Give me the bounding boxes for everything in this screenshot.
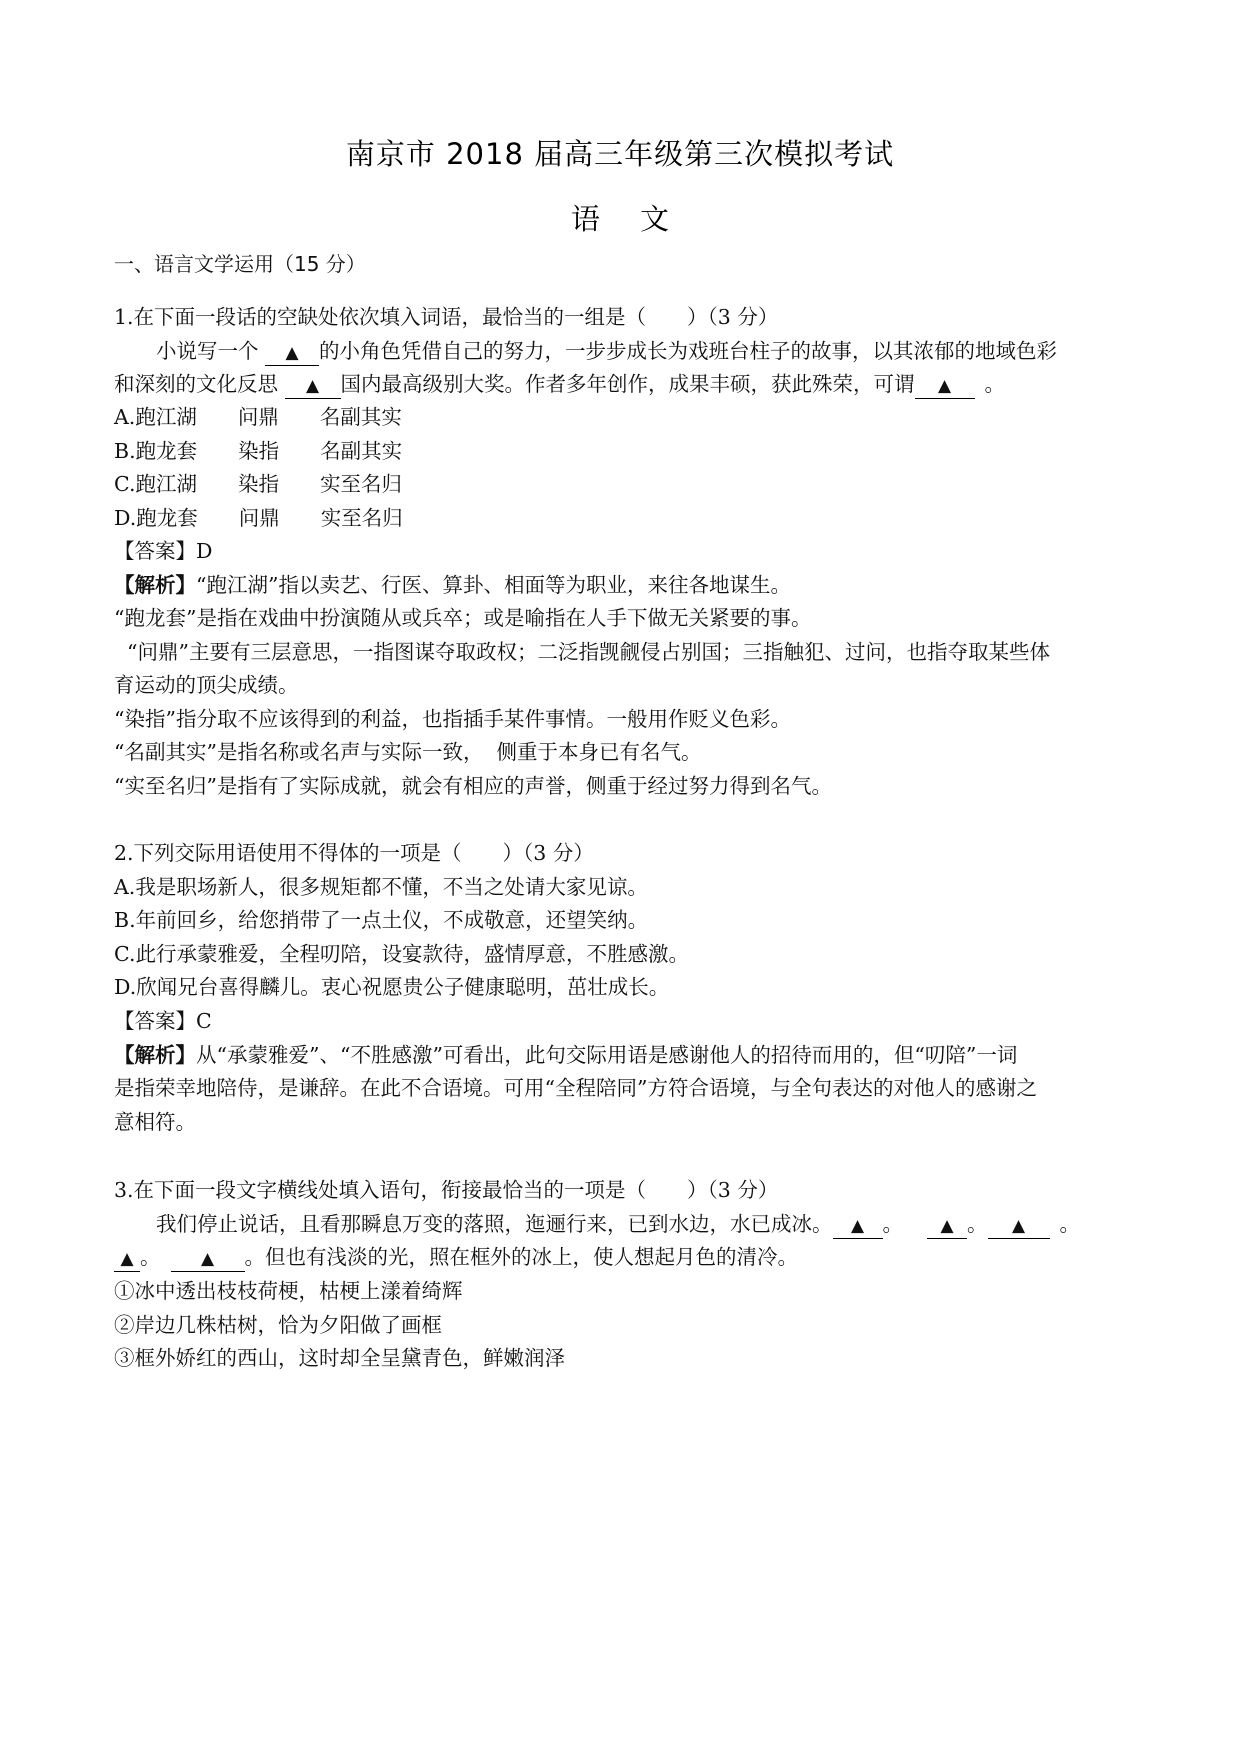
q1-analysis-line: “实至名归”是指有了实际成就，就会有相应的声誉，侧重于经过努力得到名气。 xyxy=(114,774,832,798)
q1-option-c: C.跑江湖 染指 实至名归 xyxy=(114,472,402,496)
q2-option-c: C.此行承蒙雅爱，全程叨陪，设宴款待，盛情厚意，不胜感激。 xyxy=(114,942,689,966)
q3-item-3: ③框外娇红的西山，这时却全呈黛青色，鲜嫩润泽 xyxy=(114,1346,565,1370)
q3-item-2: ②岸边几株枯树，恰为夕阳做了画框 xyxy=(114,1313,442,1337)
q1-analysis-line: “跑龙套”是指在戏曲中扮演随从或兵卒；或是喻指在人手下做无关紧要的事。 xyxy=(114,606,812,630)
triangle-icon: ▲ xyxy=(200,1249,215,1269)
answer-label: 【答案】 xyxy=(114,1009,196,1033)
q2-option-b: B.年前回乡，给您捎带了一点土仪，不成敬意，还望笑纳。 xyxy=(114,908,649,932)
q1-option-a: A.跑江湖 问鼎 名副其实 xyxy=(114,405,402,429)
answer-value: D xyxy=(196,539,213,563)
q2-option-a: A.我是职场新人，很多规矩都不懂，不当之处请大家见谅。 xyxy=(114,875,648,899)
q1-passage-text: 。 xyxy=(984,372,1006,396)
q1-passage-line-1 xyxy=(114,336,1176,366)
answer-value: C xyxy=(196,1009,212,1033)
subject-title: 语文 xyxy=(570,202,709,236)
q3-blank-3 xyxy=(988,1214,1050,1239)
q3-blank-2 xyxy=(927,1214,967,1239)
triangle-icon: ▲ xyxy=(937,376,952,396)
triangle-icon: ▲ xyxy=(305,376,320,396)
q2-analysis-line: 是指荣幸地陪侍，是谦辞。在此不合语境。可用“全程陪同”方符合语境，与全句表达的对他人的感谢之 xyxy=(114,1076,1037,1100)
triangle-icon: ▲ xyxy=(940,1216,954,1236)
q1-passage-text: 和深刻的文化反思 xyxy=(114,372,278,396)
q2-analysis-line xyxy=(114,1040,1134,1070)
q1-analysis-line: “名副其实”是指名称或名声与实际一致， 侧重于本身已有名气。 xyxy=(114,740,702,764)
q1-blank-2 xyxy=(285,374,341,399)
q1-blank-1 xyxy=(265,341,319,366)
q3-passage-line-2 xyxy=(114,1242,1134,1272)
triangle-icon: ▲ xyxy=(850,1216,865,1236)
q1-passage-text: 国内最高级别大奖。作者多年创作，成果丰硕，获此殊荣，可谓 xyxy=(340,372,915,396)
q1-analysis-line: 育运动的顶尖成绩。 xyxy=(114,673,299,697)
q1-stem: 1.在下面一段话的空缺处依次填入词语，最恰当的一组是（ ）（3 分） xyxy=(114,305,779,329)
q3-period: 。 xyxy=(882,1212,903,1236)
q3-blank-5 xyxy=(171,1247,245,1272)
q3-blank-4 xyxy=(114,1247,140,1272)
triangle-icon: ▲ xyxy=(285,343,299,363)
analysis-label: 【解析】 xyxy=(114,1043,196,1067)
q3-passage-text: 我们停止说话，且看那瞬息万变的落照，迤逦行来，已到水边，水已成冰。 xyxy=(156,1212,833,1236)
q3-passage-line-1 xyxy=(114,1209,1176,1239)
q2-option-d: D.欣闻兄台喜得麟儿。衷心祝愿贵公子健康聪明，茁壮成长。 xyxy=(114,975,670,999)
section-heading: 一、语言文学运用（15 分） xyxy=(114,252,366,276)
q3-period: 。 xyxy=(967,1212,988,1236)
q1-blank-3 xyxy=(915,374,975,399)
q3-period: 。 xyxy=(140,1245,161,1269)
q2-analysis-line: 意相符。 xyxy=(114,1110,196,1134)
analysis-text: 从“承蒙雅爱”、“不胜感激”可看出，此句交际用语是感谢他人的招待而用的，但“叨陪”一词 xyxy=(196,1043,1018,1067)
q1-analysis-line: “染指”指分取不应该得到的利益，也指插手某件事情。一般用作贬义色彩。 xyxy=(114,707,791,731)
q1-analysis-line: “问鼎”主要有三层意思，一指图谋夺取政权；二泛指觊觎侵占别国；三指触犯、过问，也指夺取某些体 xyxy=(114,640,1050,664)
triangle-icon: ▲ xyxy=(120,1249,134,1269)
q1-passage-text: 的小角色凭借自己的努力，一步步成长为戏班台柱子的故事，以其浓郁的地域色彩 xyxy=(319,339,1058,363)
q3-period: 。 xyxy=(1059,1212,1080,1236)
analysis-text: “跑江湖”指以卖艺、行医、算卦、相面等为职业，来往各地谋生。 xyxy=(196,573,791,597)
q1-option-b: B.跑龙套 染指 名副其实 xyxy=(114,439,403,463)
q3-blank-1 xyxy=(833,1214,883,1239)
q1-passage-line-2 xyxy=(114,369,1134,399)
answer-label: 【答案】 xyxy=(114,539,196,563)
q3-passage-text: 。但也有浅淡的光，照在框外的冰上，使人想起月色的清冷。 xyxy=(244,1245,798,1269)
q1-answer xyxy=(114,536,1134,566)
q3-item-1: ①冰中透出枝枝荷梗，枯梗上漾着绮辉 xyxy=(114,1279,463,1303)
q2-stem: 2.下列交际用语使用不得体的一项是（ ）（3 分） xyxy=(114,841,594,865)
q2-answer xyxy=(114,1006,1134,1036)
q3-stem: 3.在下面一段文字横线处填入语句，衔接最恰当的一项是（ ）（3 分） xyxy=(114,1178,779,1202)
q1-analysis-line xyxy=(114,570,1134,600)
q1-passage-text: 小说写一个 xyxy=(156,339,259,363)
exam-title: 南京市 2018 届高三年级第三次模拟考试 xyxy=(345,137,895,171)
triangle-icon: ▲ xyxy=(1011,1216,1026,1236)
q1-option-d: D.跑龙套 问鼎 实至名归 xyxy=(114,506,403,530)
analysis-label: 【解析】 xyxy=(114,573,196,597)
